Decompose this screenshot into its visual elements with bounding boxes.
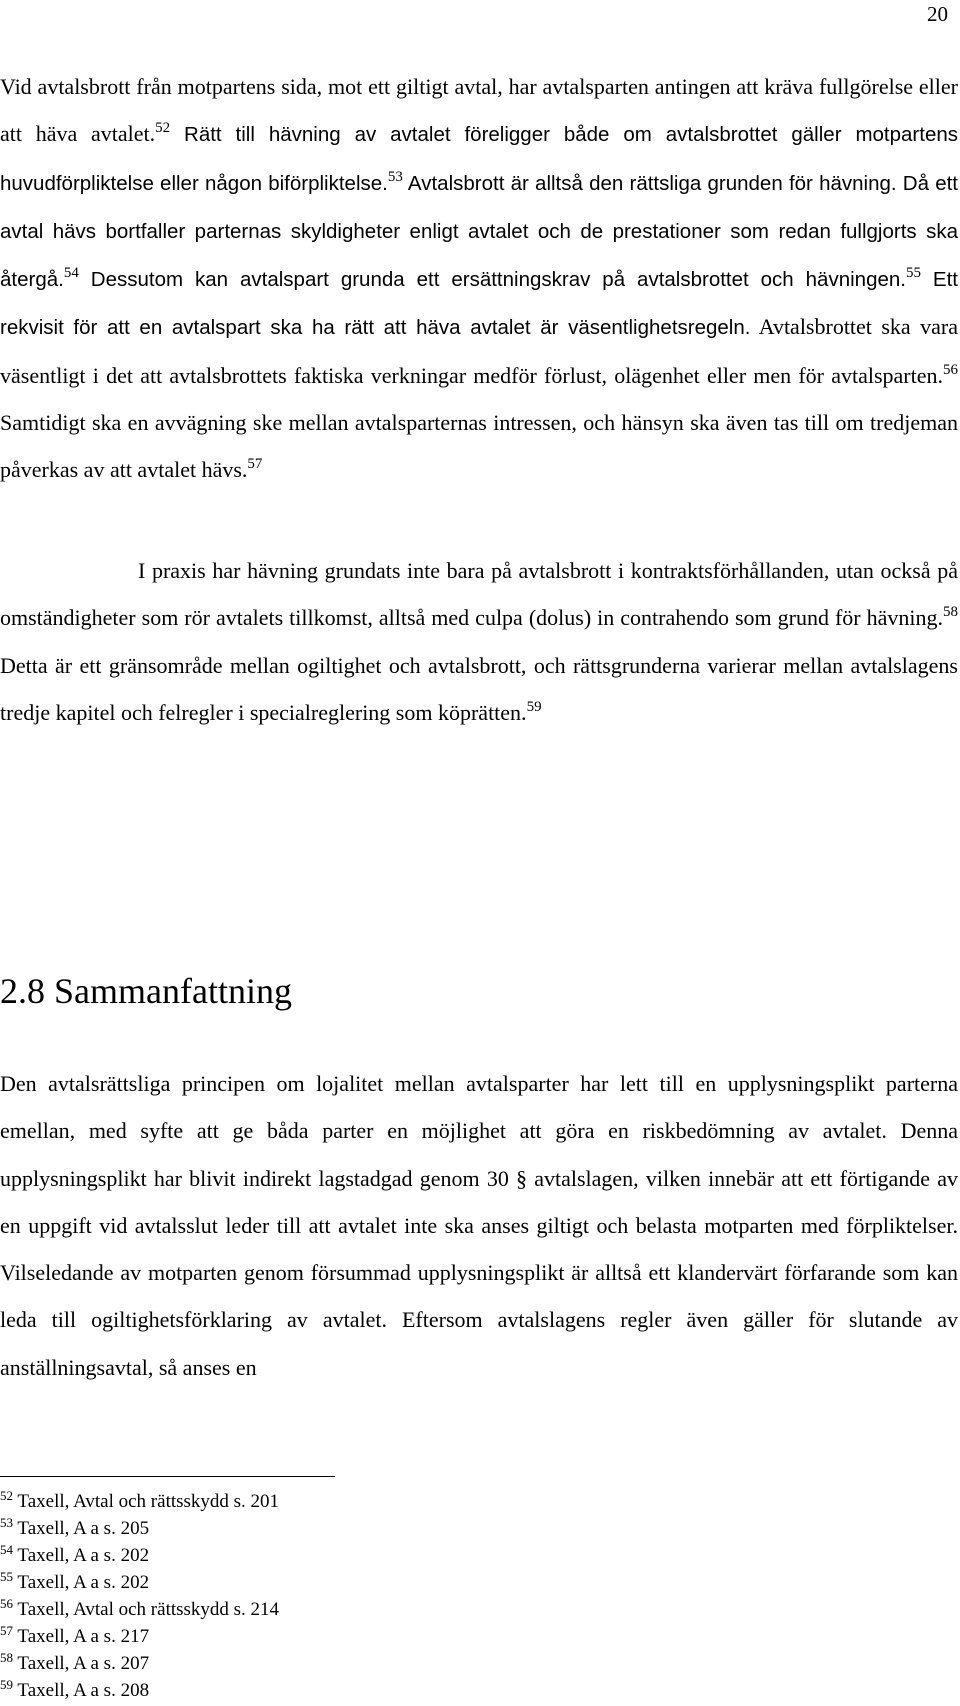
footnote: $^{56}$ Taxell, Avtal och rättsskydd s. 214 <box>0 1596 280 1620</box>
paragraph-sammanfattning <box>0 1060 958 1391</box>
sentence: Samtidigt ska en avvägning ske mellan avtalsparternas intressen, och hänsyn ska även tas till om tredjeman påverkas av att avtalet hävs. <box>0 410 958 483</box>
footnote: $^{57}$ Taxell, A a s. 217 <box>0 1623 150 1647</box>
footnote-ref: 57 <box>247 456 263 473</box>
sentence: Den avtalsrättsliga principen om lojalitet mellan avtalsparter har lett till en upplysningsplikt parterna emellan, med syfte att ge båda parter en möjlighet att göra en riskbedömning av avtalet. Denna upplysningsplikt har blivit indirekt lagstadgad genom 30 § avtalslagen, vilken innebär att ett förtigande av en uppgift vid avtalsslut leder till att avtalet inte ska anses giltigt och belasta motparten med förpliktelser. Vilseledande av motparten genom försummad upplysningsplikt är alltså ett klandervärt förfarande som kan leda till ogiltighetsförklaring av avtalet. Eftersom avtalslagens regler även gäller för slutande av anställningsavtal, så anses en <box>0 1071 958 1380</box>
footnote: $^{58}$ Taxell, A a s. 207 <box>0 1650 150 1674</box>
sentence: Vid avtalsbrott från motpartens sida, mot ett giltigt avtal, har avtalsparten antingen att kräva fullgörelse eller att häva avtalet. <box>0 74 958 147</box>
footnote: $^{54}$ Taxell, A a s. 202 <box>0 1542 150 1566</box>
footnote-ref: 56 <box>943 361 958 378</box>
section-heading: 2.8 Sammanfattning <box>0 971 292 1011</box>
footnote-ref: 52 <box>155 120 171 137</box>
footnote-ref: 53 <box>387 168 403 185</box>
sentence: Rätt till hävning av avtalet föreligger både om avtalsbrottet gäller motpartens huvudförpliktelse eller någon biförpliktelse. <box>0 123 958 195</box>
footnote: $^{59}$ Taxell, A a s. 208 <box>0 1677 150 1701</box>
footnote: $^{55}$ Taxell, A a s. 202 <box>0 1569 150 1593</box>
footnote-divider <box>0 1476 335 1477</box>
paragraph-praxis <box>0 547 958 736</box>
footnote-ref: 55 <box>905 265 921 282</box>
footnote: $^{52}$ Taxell, Avtal och rättsskydd s. 201 <box>0 1488 280 1512</box>
footnote-ref: 59 <box>526 698 542 715</box>
sentence: Avtalsbrott är alltså den rättsliga grunden för hävning. Då ett avtal hävs bortfaller parternas skyldigheter enligt avtalet och de prestationer som redan fullgjorts ska återgå. <box>0 171 958 292</box>
footnote-ref: 54 <box>63 265 79 282</box>
sentence: Dessutom kan avtalspart grunda ett ersättningskrav på avtalsbrottet och hävningen. <box>78 268 906 292</box>
sentence: I praxis har hävning grundats inte bara på avtalsbrott i kontraktsförhållanden, utan också på omständigheter som rör avtalets tillkomst, alltså med culpa (dolus) in contrahendo som grund för hävning. <box>0 558 958 631</box>
footnote-list <box>0 1488 279 1704</box>
footnote: $^{53}$ Taxell, A a s. 205 <box>0 1515 150 1539</box>
sentence: Detta är ett gränsområde mellan ogiltighet och avtalsbrott, och rättsgrunderna varierar mellan avtalslagens tredje kapitel och felregler i specialreglering som köprätten. <box>0 652 958 725</box>
sentence: Ett rekvisit för att en avtalspart ska ha rätt att häva avtalet är väsentlighetsregeln. <box>0 268 958 340</box>
footnote-ref: 58 <box>943 604 958 621</box>
page-number: 20 <box>927 2 948 26</box>
paragraph-avtalsbrott <box>0 63 958 494</box>
sentence: Avtalsbrottet ska vara väsentligt i det att avtalsbrottets faktiska verkningar medför förlust, olägenhet eller men för avtalsparten. <box>0 314 959 388</box>
